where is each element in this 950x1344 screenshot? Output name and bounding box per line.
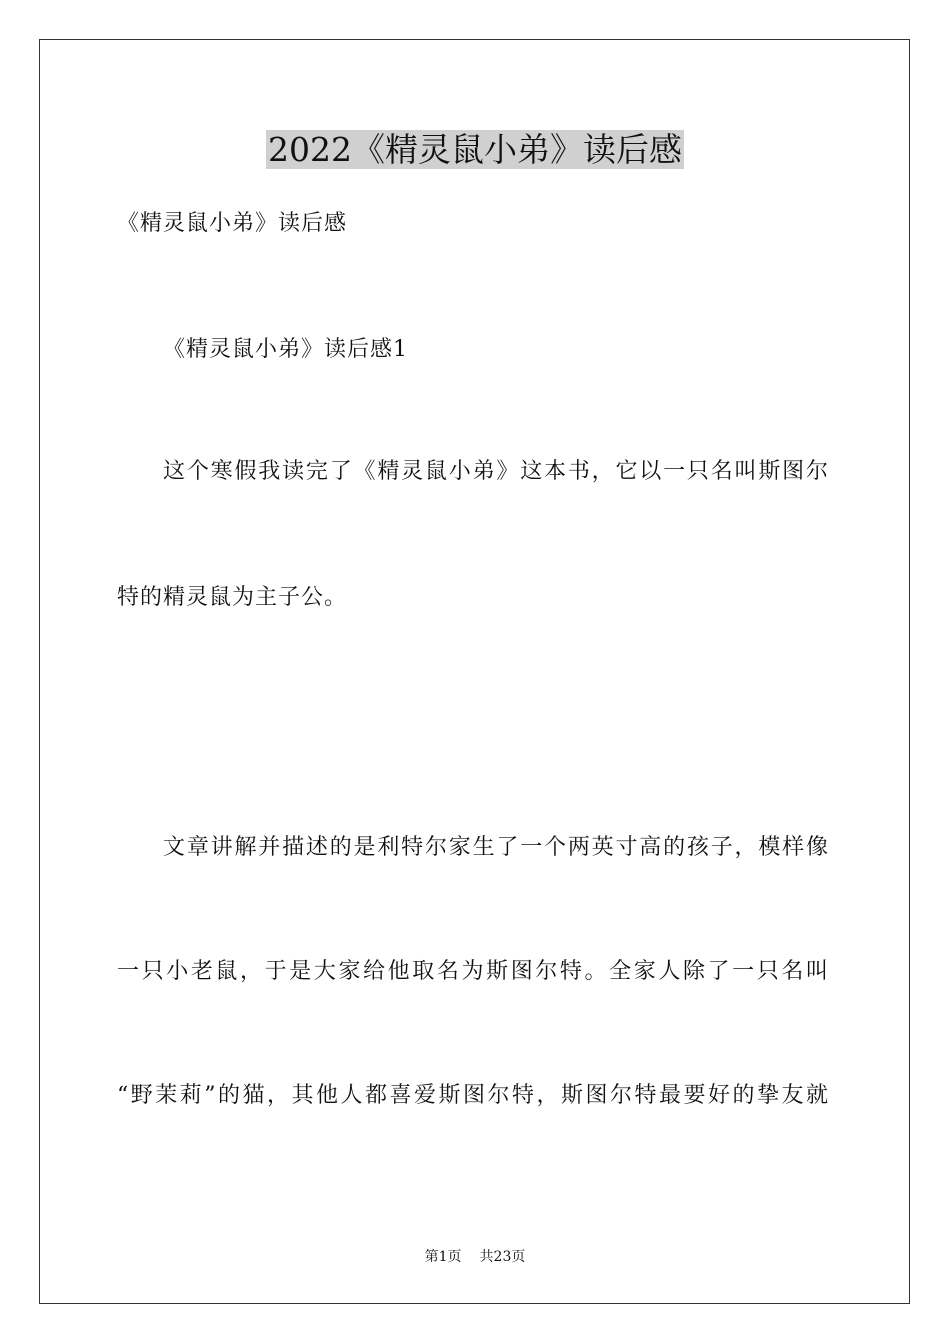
document-title	[0, 128, 950, 172]
paragraph-1-line-1: 这个寒假我读完了《精灵鼠小弟》这本书，它以一只名叫斯图尔	[163, 459, 829, 484]
paragraph-2-line-1: 文章讲解并描述的是利特尔家生了一个两英寸高的孩子，模样像	[163, 835, 829, 860]
document-title-text: 2022《精灵鼠小弟》读后感	[268, 130, 682, 169]
paragraph-2-line-2: 一只小老鼠，于是大家给他取名为斯图尔特。全家人除了一只名叫	[117, 959, 829, 984]
page-total: 共23页	[479, 1249, 526, 1265]
page-footer	[0, 1247, 950, 1267]
section-heading: 《精灵鼠小弟》读后感1	[163, 337, 408, 362]
document-subtitle: 《精灵鼠小弟》读后感	[117, 211, 348, 236]
paragraph-2-line-3: “野茉莉”的猫，其他人都喜爱斯图尔特，斯图尔特最要好的挚友就	[117, 1083, 829, 1108]
page-number: 第1页	[424, 1249, 462, 1265]
paragraph-1-line-2: 特的精灵鼠为主子公。	[117, 585, 348, 610]
